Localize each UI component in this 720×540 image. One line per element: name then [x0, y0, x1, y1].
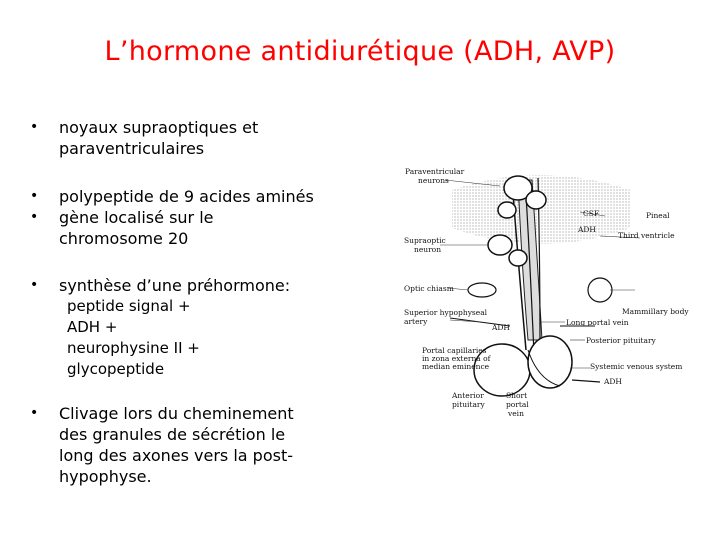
label-paraventricular: Paraventricular [405, 167, 465, 176]
bullet-line: polypeptide de 9 acides aminés [59, 187, 314, 206]
label-posterior-pituitary: Posterior pituitary [586, 336, 656, 345]
posterior-pituitary [528, 336, 572, 388]
bullet-symbol: • [30, 277, 39, 293]
bullet-symbol: • [30, 209, 39, 225]
label-adh-bottom: ADH [604, 377, 622, 386]
csf-region [452, 175, 630, 244]
prehormone-part: glycopeptide [67, 360, 165, 378]
bullet-line: chromosome 20 [59, 229, 189, 248]
prehormone-part: peptide signal + [67, 297, 191, 315]
diagram-svg [400, 150, 700, 430]
bullet-line: des granules de sécrétion le [59, 425, 286, 444]
label-portal-capillaries: Portal capillaries [422, 346, 487, 355]
slide-title: L’hormone antidiurétique (ADH, AVP) [104, 36, 616, 67]
label-portal: portal [506, 400, 529, 409]
optic-chiasm [468, 283, 496, 297]
label-pineal: Pineal [646, 211, 670, 220]
bullet-line: paraventriculaires [59, 139, 205, 158]
label-anterior: Anterior [452, 391, 484, 400]
bullet-line: long des axones vers la post- [59, 446, 293, 465]
prehormone-part: ADH + [67, 318, 118, 336]
bullet-line: noyaux supraoptiques et [59, 118, 259, 137]
bullet-line: Clivage lors du cheminement [59, 404, 294, 423]
label-optic-chiasm: Optic chiasm [404, 284, 454, 293]
bullet-symbol: • [30, 119, 39, 135]
mammillary-body [588, 278, 612, 302]
label-portal-capillaries-2: in zona externa of [422, 354, 491, 363]
label-superior-hypophyseal: Superior hypophyseal [404, 308, 488, 317]
prehormone-parts [67, 296, 200, 380]
label-systemic-venous: Systemic venous system [590, 362, 683, 371]
label-adh-top: ADH [578, 225, 596, 234]
bullet-line: synthèse d’une préhormone: [59, 276, 291, 295]
label-vein: vein [508, 409, 524, 418]
bullet-line: hypophyse. [59, 467, 152, 486]
label-neurons: neurons [418, 176, 449, 185]
supraoptic-neuron [488, 235, 512, 255]
bullet-symbol: • [30, 405, 39, 421]
bullet-symbol: • [30, 188, 39, 204]
label-artery: artery [404, 317, 428, 326]
label-mammillary-body: Mammillary body [622, 307, 689, 316]
label-neuron: neuron [414, 245, 442, 254]
label-portal-capillaries-3: median eminence [422, 362, 490, 371]
label-csf: CSF [583, 209, 600, 218]
label-third-ventricle: Third ventricle [618, 231, 675, 240]
prehormone-part: neurophysine II + [67, 339, 200, 357]
bullet-line: gène localisé sur le [59, 208, 214, 227]
hypothalamus-pituitary-diagram [400, 150, 700, 430]
label-short: Short [506, 391, 528, 400]
label-adh-mid: ADH [492, 323, 510, 332]
label-pituitary: pituitary [452, 400, 485, 409]
label-long-portal-vein: Long portal vein [566, 318, 629, 327]
label-supraoptic: Supraoptic [404, 236, 446, 245]
